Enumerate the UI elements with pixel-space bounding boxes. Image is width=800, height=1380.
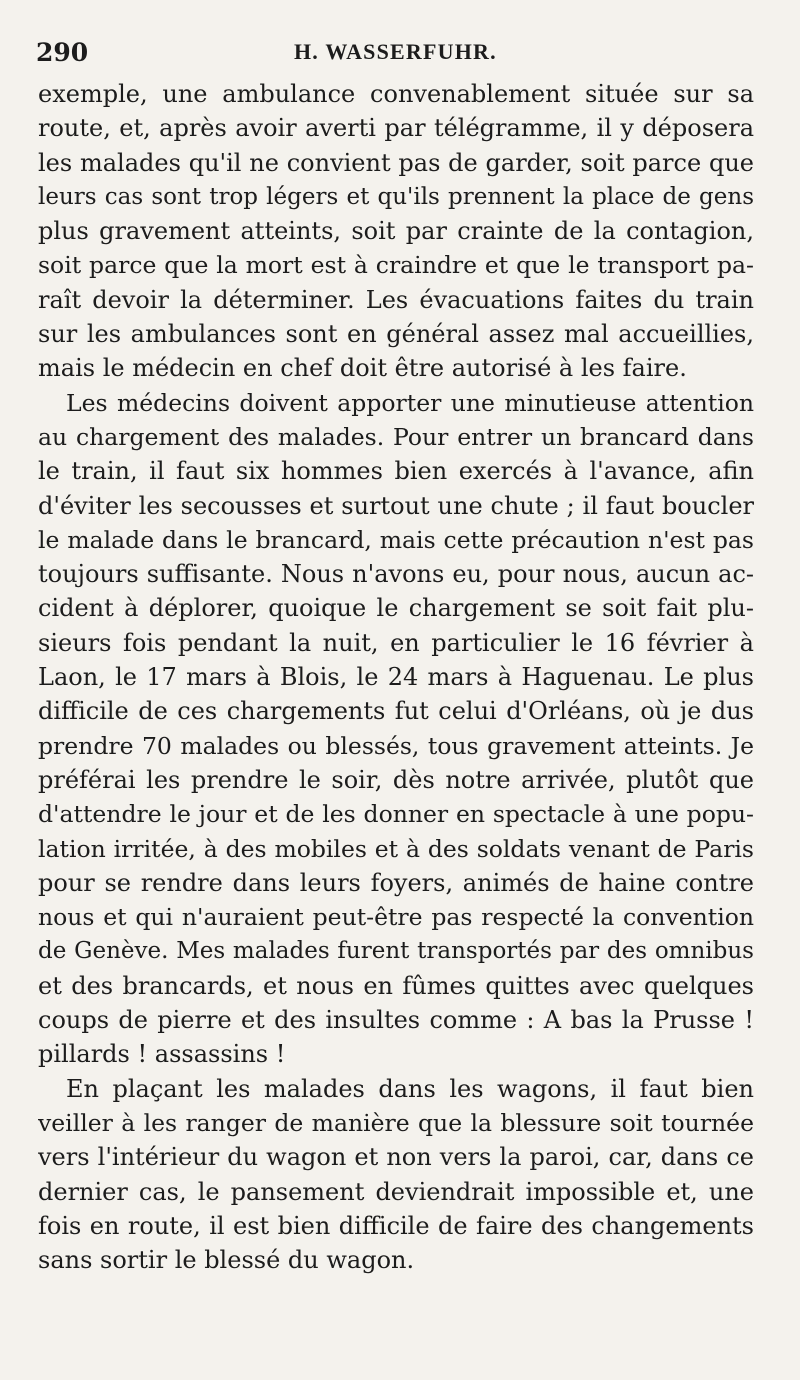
text-line: nous et qui n'auraient peut-être pas respecté la convention bbox=[38, 903, 754, 932]
text-line: sur les ambulances sont en général assez mal accueillies, bbox=[38, 320, 754, 349]
text-line: soit parce que la mort est à craindre et que le transport pa- bbox=[38, 251, 754, 280]
text-line: vers l'intérieur du wagon et non vers la paroi, car, dans ce bbox=[38, 1143, 754, 1172]
page-number: 290 bbox=[36, 38, 89, 67]
text-line: pillards ! assassins ! bbox=[38, 1040, 286, 1069]
text-line: d'attendre le jour et de les donner en spectacle à une popu- bbox=[38, 800, 754, 829]
text-line: raît devoir la déterminer. Les évacuations faites du train bbox=[38, 285, 754, 314]
text-line: sans sortir le blessé du wagon. bbox=[38, 1246, 415, 1275]
text-line: sieurs fois pendant la nuit, en particulier le 16 février à bbox=[38, 628, 754, 657]
body-text bbox=[38, 77, 754, 1277]
text-line: cident à déplorer, quoique le chargement se soit fait plu- bbox=[38, 594, 754, 623]
page-header bbox=[36, 34, 760, 74]
text-line: leurs cas sont trop légers et qu'ils prennent la place de gens bbox=[38, 183, 754, 210]
text-line: lation irritée, à des mobiles et à des soldats venant de Paris bbox=[38, 834, 754, 863]
text-line: difficile de ces chargements fut celui d'Orléans, où je dus bbox=[38, 697, 754, 726]
text-line: En plaçant les malades dans les wagons, il faut bien bbox=[66, 1074, 754, 1103]
running-head: H. WASSERFUHR. bbox=[294, 39, 497, 64]
text-line: Laon, le 17 mars à Blois, le 24 mars à Haguenau. Le plus bbox=[38, 663, 754, 692]
text-line: préférai les prendre le soir, dès notre arrivée, plutôt que bbox=[38, 765, 754, 794]
text-line: et des brancards, et nous en fûmes quittes avec quelques bbox=[38, 971, 754, 1000]
text-line: toujours suffisante. Nous n'avons eu, pour nous, aucun ac- bbox=[38, 560, 754, 589]
text-line: Les médecins doivent apporter une minutieuse attention bbox=[66, 388, 754, 417]
text-line: route, et, après avoir averti par télégramme, il y déposera bbox=[38, 114, 754, 143]
text-line: veiller à les ranger de manière que la blessure soit tournée bbox=[38, 1108, 754, 1137]
text-line: fois en route, il est bien difficile de faire des changements bbox=[38, 1211, 754, 1240]
text-line: le train, il faut six hommes bien exercés à l'avance, afin bbox=[38, 457, 754, 486]
text-line: le malade dans le brancard, mais cette précaution n'est pas bbox=[38, 525, 754, 554]
text-line: pour se rendre dans leurs foyers, animés de haine contre bbox=[38, 868, 754, 897]
text-line: dernier cas, le pansement deviendrait impossible et, une bbox=[38, 1177, 754, 1206]
text-line: plus gravement atteints, soit par crainte de la contagion, bbox=[38, 217, 754, 246]
text-line: les malades qu'il ne convient pas de garder, soit parce que bbox=[38, 148, 754, 177]
text-line: prendre 70 malades ou blessés, tous gravement atteints. Je bbox=[38, 731, 754, 760]
text-line: exemple, une ambulance convenablement située sur sa bbox=[38, 80, 754, 108]
text-line: coups de pierre et des insultes comme : A bas la Prusse ! bbox=[38, 1006, 754, 1035]
text-line: d'éviter les secousses et surtout une chute ; il faut boucler bbox=[38, 491, 754, 520]
text-line: au chargement des malades. Pour entrer un brancard dans bbox=[38, 422, 754, 451]
text-line: mais le médecin en chef doit être autorisé à les faire. bbox=[38, 354, 687, 383]
text-line: de Genève. Mes malades furent transportés par des omnibus bbox=[38, 938, 754, 965]
